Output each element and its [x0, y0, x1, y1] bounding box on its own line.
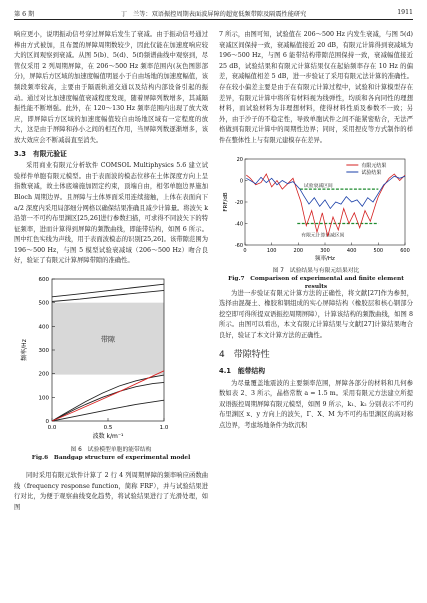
y-tick-label: 100 — [38, 395, 49, 402]
figure-6 — [14, 271, 208, 469]
subsection-heading: 4.1 能带结构 — [219, 367, 266, 376]
y-axis-label: 频率/Hz — [21, 339, 28, 361]
paragraph: 响应更小，说明振动信号穿过屏障后发生了衰减。由于振动信号通过棒由方式被加，且布置的屏障周期数较少，因此仅能在加速度响应较大的区间观察到衰减。从图 5(b)、5(d)、5(f)频谱曲线中观察到，尽管仅采用 2 列周期屏障，在 206～500 Hz 频率范围内(灰色图影部分)，屏障后方区域的加速度幅值明显小于自由场地的加速度幅值，该频段频率较高，主要由于隔震轨道交通以及结构内部设备引起的振动。通过对比加速度幅值衰减程度发现，随着屏障列数增多，其减隔振性能不断增强。此外，在 120～130 Hz 频率范围内出现了放大效应，即屏障后方区域的加速度幅值较自由场地区域有一定程度的放大，这是由于屏障和孙小之间的相互作用，当屏障列数逐渐增多，该放大效应会不断减弱直至消失。 — [14, 31, 208, 144]
y-tick-label: -40 — [234, 221, 243, 228]
figure-caption-en: Fig.7 Comparison of experimental and finite element results — [228, 276, 404, 291]
section-heading: 4 带隙特性 — [219, 349, 270, 360]
paragraph: 为进一步验证有限元计算方法的正确性，将文献[27]作为参照，选择由混凝土、橡胶和钢组成的实心屏障结构（橡胶层和核心钢部分挖空即可得所提双语振控周期屏障），计算该结构的频散曲线，如图 8 所示。由图可以看出，本文有限元计算结果与文献[27]计算结果吻合良好，验证了本文计算方法的正确性。 — [219, 289, 413, 339]
x-tick-label: 600 — [400, 247, 410, 254]
fem-range-label: 有限元计算衰减区间 — [301, 232, 345, 238]
y-tick-label: 200 — [38, 371, 49, 378]
section-heading: 3.3 有限元验证 — [14, 149, 67, 158]
paragraph: 同时采用有限元软件计算了 2 行 4 列周期屏障的频率响应函数曲线（frequency response function，简称 FRF），并与试验结果进行对比，为便于观察曲线变化趋势，将试验结果进行了光滑处理，如图 — [14, 472, 208, 511]
x-tick-label: 500 — [373, 247, 384, 254]
y-tick-label: 0 — [239, 178, 243, 185]
page-number: 1911 — [397, 9, 413, 16]
running-title: 丁 兰等：双语振控周期表面波屏障的超宽低频带隙及隔震性能研究 — [120, 11, 307, 18]
paragraph: 7 所示，由图可知，试验值在 206～500 Hz 内发生衰减，与图 5(d)衰减区间保持一致，衰减幅值接近 20 dB，有限元计算得到衰减域为 196～500 Hz，与图 6 能带结构带隙范围保持一致，衰减幅值接近 25 dB，试验结果和有限元计算结果仅在起始频率存在 10 Hz 的偏差，衰减幅值相差 5 dB，进一步验证了采用有限元法计算的准确性。存在较小偏差主要是由于在有限元计算过程中，试验和计算模型存在差异，有限元计算中将所有材料视为线弹性，均质和各向同性的理想材料，而试验材料为非理想材料，使得材料性质及参数不一致；另外，由于沙子的不稳定性，导致单胞试件之间不能紧密贴合，无法严格做到有限元计算中的周期性边界；同时，采用捏皮等方式制作的样件在整体性上与有限元建模存在差异。 — [219, 31, 413, 144]
y-tick-label: 400 — [38, 324, 49, 331]
right-column — [219, 30, 413, 432]
x-tick-label: 0 — [243, 247, 247, 254]
x-tick-label: 100 — [266, 247, 277, 254]
x-tick-label: 400 — [346, 247, 357, 254]
paragraph: 为尽量覆盖地震波的主要频率范围，屏障各部分的材料和几何参数如表 2、3 所示，晶格常数 a = 1.5 m。采用有限元方法建立所提双语振控周期屏障有限元模型，如图 9 所示，k₁、k₂ 分别表示不可约布里渊区 x、y 方向上的波矢，Γ、X、M 为不可约布里渊区的高对称点边界，考虑场地条件为软沉积 — [219, 379, 413, 430]
frf-comparison-chart — [219, 153, 413, 263]
left-column — [14, 30, 208, 513]
y-tick-label: -20 — [234, 199, 243, 206]
experimental-range-label: 试验衰减区间 — [303, 183, 333, 189]
y-tick-label: -60 — [234, 242, 243, 249]
y-tick-label: 0 — [45, 419, 49, 426]
band-structure-chart — [14, 271, 208, 441]
page-header — [14, 7, 413, 20]
legend-label: 有限元结果 — [361, 162, 387, 169]
y-axis-label: FRF/dB — [223, 191, 229, 212]
figure-caption-cn: 图 7 试验结果与有限元结果对比 — [272, 268, 360, 275]
x-tick-label: 300 — [320, 247, 330, 254]
y-tick-label: 300 — [38, 348, 49, 355]
band-curve — [52, 290, 164, 301]
x-tick-label: 0.5 — [103, 425, 113, 432]
y-tick-label: 500 — [38, 300, 49, 307]
figure-caption-en: Fig.6 Bandgap structure of experimental model — [31, 454, 191, 461]
x-tick-label: 200 — [293, 247, 304, 254]
x-tick-label: 0.0 — [47, 425, 57, 432]
y-tick-label: 600 — [38, 277, 49, 284]
x-axis-label: 频率/Hz — [315, 255, 335, 262]
band-curve — [52, 371, 164, 421]
issue-number: 第 6 期 — [14, 11, 35, 18]
x-tick-label: 1.0 — [159, 425, 169, 432]
y-tick-label: 20 — [236, 156, 243, 163]
legend-label: 试验结果 — [361, 169, 382, 176]
band-curve — [52, 382, 164, 421]
bandgap-label: 带隙 — [101, 335, 115, 344]
band-curve — [52, 400, 164, 421]
band-curve — [52, 284, 164, 297]
x-axis-label: 波数 k/m⁻¹ — [92, 433, 124, 441]
paragraph: 采用商业有限元分析软件 COMSOL Multiphysics 5.6 建立试验样件单胞有限元模型。由于表面波的模态位移在土体深度方向上呈指数衰减，故土体底端施加固定约束，顶端自由，相邻单胞边界施加 Bloch 周期边界。且屏障与土体界面采用连续接触，上体在表面向下 a/2 深度内采用局部细分网格以确保结果准确且减少计算量。将波矢 k 沿第一不可约布里渊区[25,26]进行参数扫描，可求得不同波矢下的特征频率，进而计算得到屏障的频散曲线，即能带结构，如图 6 所示。图中红色实线为声线，用于表面波模态的识别[25,26]。该带隙范围为 196～500 Hz，与图 5 模型试验衰减域（206～500 Hz）吻合良好，验证了有限元计算屏障带隙的准确性。 — [14, 162, 209, 265]
figure-caption-cn: 图 6 试验模型单胞的能带结构 — [70, 446, 152, 453]
figure-7 — [219, 153, 413, 291]
